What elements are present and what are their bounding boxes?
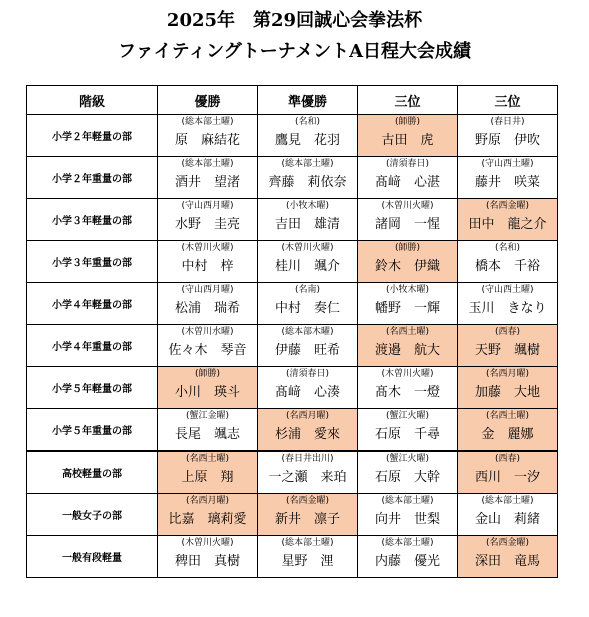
player-name: 桂川 颯介: [274, 259, 340, 274]
player-name: 深田 竜馬: [474, 554, 540, 569]
player-name: 幡野 一輝: [374, 301, 440, 316]
result-cell: [458, 157, 558, 199]
player-name: 古田 虎: [381, 133, 434, 148]
division-label: 小学２年重量の部: [27, 157, 158, 199]
club-name: (名西土曜): [185, 454, 230, 464]
header-runner-up: 準優勝: [258, 86, 358, 115]
club-name: (総本部土曜): [181, 159, 234, 169]
club-name: (名西月曜): [185, 496, 230, 506]
club-name: (清須春日): [285, 369, 330, 379]
player-name: 髙﨑 心湊: [274, 385, 340, 400]
header-row: [27, 86, 558, 115]
club-name: (清須春日): [385, 159, 430, 169]
division-label: 小学５年軽量の部: [27, 367, 158, 409]
table-row: [27, 536, 558, 578]
division-label: 小学３年軽量の部: [27, 199, 158, 241]
result-cell: [158, 536, 258, 578]
club-name: (名西月曜): [485, 369, 530, 379]
result-cell: [458, 494, 558, 536]
club-name: (総本部土曜): [281, 538, 334, 548]
club-name: (総本部土曜): [381, 538, 434, 548]
result-cell: [458, 409, 558, 452]
result-cell: [158, 199, 258, 241]
club-name: (名西土曜): [385, 327, 430, 337]
club-name: (総本部木曜): [281, 327, 334, 337]
result-cell: [258, 451, 358, 494]
result-cell: [158, 325, 258, 367]
club-name: (総本部土曜): [481, 496, 534, 506]
division-label: 小学２年軽量の部: [27, 115, 158, 157]
division-label: 小学５年重量の部: [27, 409, 158, 452]
result-cell: [158, 409, 258, 452]
player-name: 向井 世梨: [374, 512, 440, 527]
result-cell: [458, 536, 558, 578]
division-label: 高校軽量の部: [27, 451, 158, 494]
player-name: 渡邉 航大: [374, 343, 440, 358]
club-name: (春日井): [490, 117, 525, 127]
club-name: (蟹江火曜): [385, 411, 430, 421]
result-cell: [458, 199, 558, 241]
table-row: [27, 283, 558, 325]
club-name: (西春): [494, 454, 521, 464]
result-cell: [258, 536, 358, 578]
club-name: (木曽川火曜): [281, 243, 334, 253]
result-cell: [458, 367, 558, 409]
results-body: [27, 115, 558, 578]
player-name: 金 麗娜: [481, 427, 534, 442]
result-cell: [158, 494, 258, 536]
table-row: [27, 494, 558, 536]
result-cell: [258, 115, 358, 157]
player-name: 吉田 雄清: [274, 217, 340, 232]
page-subtitle: ファイティングトーナメントA日程大会成績: [117, 41, 472, 62]
player-name: 諸岡 一惺: [374, 217, 440, 232]
club-name: (蟹江火曜): [385, 454, 430, 464]
page-title: 2025年 第29回誠心会拳法杯: [166, 10, 423, 31]
player-name: 藤井 咲菜: [474, 175, 540, 190]
header-champion: 優勝: [158, 86, 258, 115]
player-name: 松浦 瑞希: [174, 301, 240, 316]
player-name: 髙﨑 心湛: [374, 175, 440, 190]
result-cell: [158, 115, 258, 157]
club-name: (木曽川水曜): [181, 327, 234, 337]
player-name: 酒井 望渚: [174, 175, 240, 190]
club-name: (師勝): [194, 369, 221, 379]
player-name: 上原 翔: [181, 470, 234, 485]
player-name: 加藤 大地: [474, 385, 540, 400]
header-third-b: 三位: [458, 86, 558, 115]
table-row: [27, 325, 558, 367]
result-cell: [458, 451, 558, 494]
division-label: 小学３年重量の部: [27, 241, 158, 283]
player-name: 内藤 優光: [374, 554, 440, 569]
result-cell: [258, 241, 358, 283]
player-name: 新井 凛子: [274, 512, 340, 527]
result-cell: [358, 157, 458, 199]
player-name: 小川 瑛斗: [174, 385, 240, 400]
player-name: 西川 一汐: [474, 470, 540, 485]
table-row: [27, 409, 558, 452]
player-name: 水野 圭亮: [174, 217, 240, 232]
player-name: 石原 千尋: [374, 427, 440, 442]
result-cell: [358, 325, 458, 367]
club-name: (名西土曜): [485, 411, 530, 421]
result-cell: [258, 409, 358, 452]
player-name: 佐々木 琴音: [168, 343, 247, 358]
player-name: 鷹見 花羽: [274, 133, 340, 148]
club-name: (名西金曜): [285, 496, 330, 506]
club-name: (蟹江金曜): [185, 411, 230, 421]
result-cell: [258, 494, 358, 536]
player-name: 伊藤 旺希: [274, 343, 340, 358]
club-name: (木曽川火曜): [381, 369, 434, 379]
club-name: (守山西土曜): [481, 159, 534, 169]
player-name: 橋本 千裕: [474, 259, 540, 274]
result-cell: [158, 157, 258, 199]
result-cell: [458, 325, 558, 367]
result-cell: [158, 451, 258, 494]
result-cell: [458, 241, 558, 283]
table-row: [27, 199, 558, 241]
result-cell: [158, 241, 258, 283]
player-name: 原 麻結花: [174, 133, 240, 148]
club-name: (小牧木曜): [385, 285, 430, 295]
result-cell: [358, 283, 458, 325]
club-name: (守山西土曜): [481, 285, 534, 295]
result-cell: [358, 199, 458, 241]
result-cell: [158, 283, 258, 325]
result-cell: [158, 367, 258, 409]
player-name: 一之瀬 来珀: [268, 470, 347, 485]
player-name: 稗田 真樹: [174, 554, 240, 569]
club-name: (総本部土曜): [381, 496, 434, 506]
player-name: 玉川 きなり: [468, 301, 547, 316]
club-name: (師勝): [394, 117, 421, 127]
player-name: 中村 奏仁: [274, 301, 340, 316]
result-cell: [258, 157, 358, 199]
result-cell: [358, 241, 458, 283]
club-name: (師勝): [394, 243, 421, 253]
result-cell: [258, 199, 358, 241]
header-grade: 階級: [27, 86, 158, 115]
result-cell: [358, 367, 458, 409]
player-name: 石原 大幹: [374, 470, 440, 485]
table-row: [27, 367, 558, 409]
player-name: 髙木 一燈: [374, 385, 440, 400]
result-cell: [458, 283, 558, 325]
division-label: 一般女子の部: [27, 494, 158, 536]
club-name: (小牧木曜): [285, 201, 330, 211]
club-name: (名南): [294, 285, 321, 295]
table-row: [27, 451, 558, 494]
result-cell: [358, 451, 458, 494]
player-name: 比嘉 璃莉愛: [168, 512, 247, 527]
player-name: 長尾 颯志: [174, 427, 240, 442]
table-row: [27, 241, 558, 283]
player-name: 田中 龍之介: [468, 217, 547, 232]
club-name: (名西月曜): [285, 411, 330, 421]
player-name: 星野 浬: [281, 554, 334, 569]
club-name: (春日井出川): [281, 454, 334, 464]
division-label: 小学４年軽量の部: [27, 283, 158, 325]
club-name: (総本部土曜): [281, 159, 334, 169]
result-cell: [358, 115, 458, 157]
result-cell: [358, 409, 458, 452]
player-name: 天野 颯樹: [474, 343, 540, 358]
table-row: [27, 115, 558, 157]
results-table: [26, 85, 558, 578]
club-name: (名西金曜): [485, 201, 530, 211]
division-label: 小学４年重量の部: [27, 325, 158, 367]
club-name: (守山西月曜): [181, 201, 234, 211]
player-name: 中村 梓: [181, 259, 234, 274]
club-name: (名和): [494, 243, 521, 253]
player-name: 金山 莉緒: [474, 512, 540, 527]
result-cell: [358, 536, 458, 578]
club-name: (西春): [494, 327, 521, 337]
result-cell: [358, 494, 458, 536]
club-name: (木曽川火曜): [181, 538, 234, 548]
player-name: 杉浦 愛來: [274, 427, 340, 442]
table-row: [27, 157, 558, 199]
result-cell: [258, 283, 358, 325]
club-name: (木曽川火曜): [181, 243, 234, 253]
club-name: (木曽川火曜): [381, 201, 434, 211]
club-name: (守山西月曜): [181, 285, 234, 295]
result-cell: [258, 325, 358, 367]
player-name: 齊藤 莉依奈: [268, 175, 347, 190]
result-cell: [258, 367, 358, 409]
club-name: (総本部土曜): [181, 117, 234, 127]
club-name: (名西金曜): [485, 538, 530, 548]
club-name: (名和): [294, 117, 321, 127]
result-cell: [458, 115, 558, 157]
player-name: 野原 伊吹: [474, 133, 540, 148]
division-label: 一般有段軽量: [27, 536, 158, 578]
header-third-a: 三位: [358, 86, 458, 115]
player-name: 鈴木 伊織: [374, 259, 440, 274]
